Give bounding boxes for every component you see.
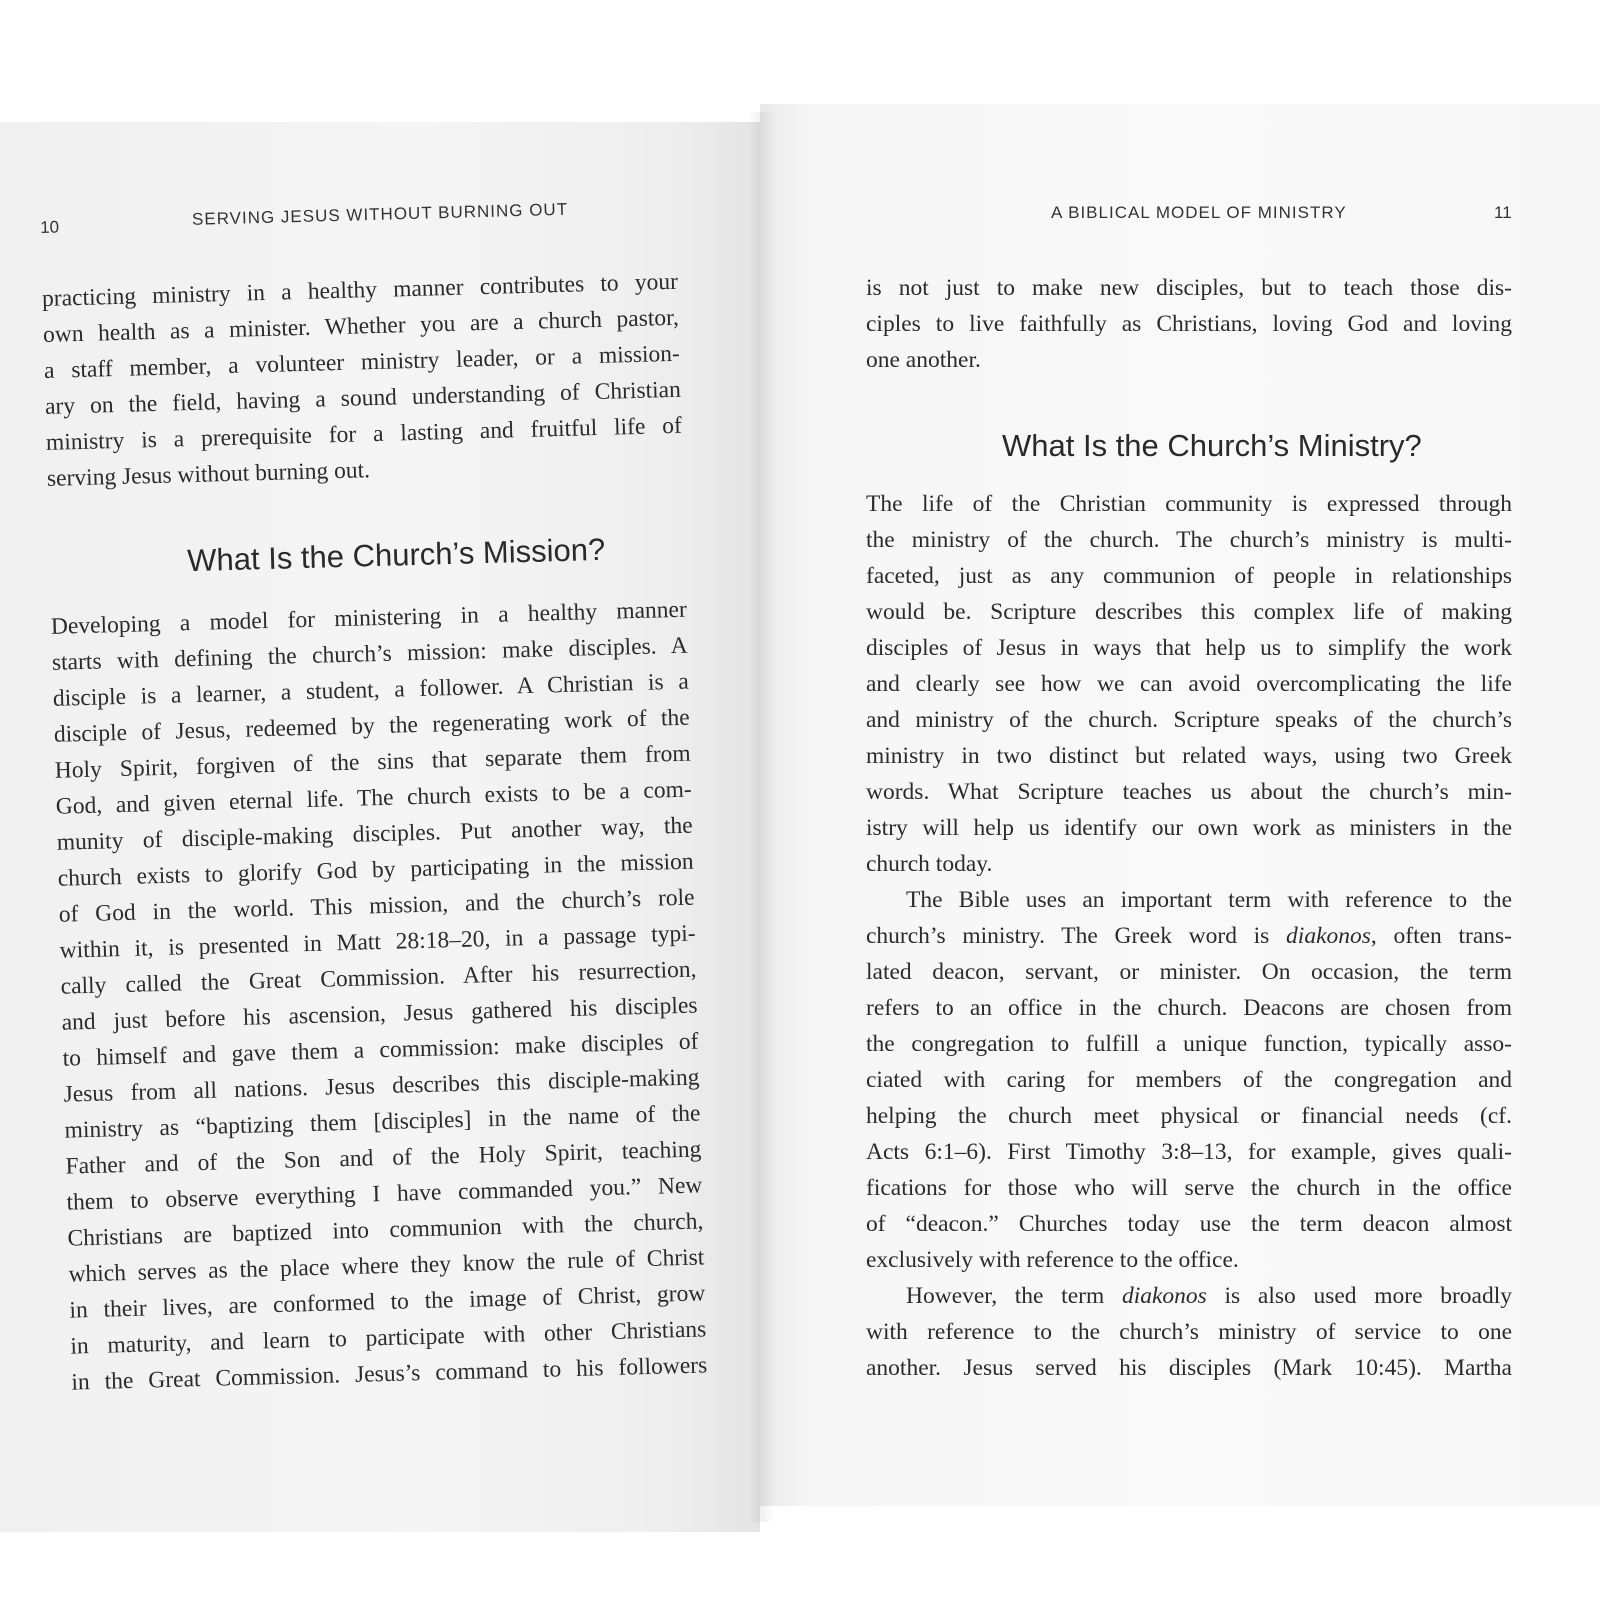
text-line: However, the term diakonos is also used more broadly bbox=[906, 1283, 1512, 1309]
text-line: of “deacon.” Churches today use the term deacon almost bbox=[866, 1211, 1512, 1237]
text-line: within it, is presented in Matt 28:18–20, in a passage typi- bbox=[59, 920, 696, 964]
text-line: Father and of the Son and of the Holy Spirit, teaching bbox=[65, 1136, 702, 1180]
text-line: in their lives, are conformed to the image of Christ, grow bbox=[69, 1280, 706, 1324]
text-line: ministry is a prerequisite for a lasting and fruitful life of bbox=[45, 412, 683, 456]
greek-term: diakonos bbox=[1286, 923, 1371, 949]
text-line: ciated with caring for members of the congregation and bbox=[866, 1067, 1512, 1093]
text-line: the ministry of the church. The church’s ministry is multi- bbox=[866, 527, 1512, 553]
text-line: ary on the field, having a sound understanding of Christian bbox=[44, 376, 682, 420]
text-line: to himself and gave them a commission: make disciples of bbox=[62, 1028, 699, 1072]
text-line: them to observe everything I have commanded you.” New bbox=[66, 1172, 703, 1216]
text-line: disciple of Jesus, redeemed by the regenerating work of the bbox=[53, 704, 691, 748]
text-line: of God in the world. This mission, and the church’s role bbox=[58, 884, 695, 928]
text-line: is not just to make new disciples, but to teach those dis- bbox=[866, 275, 1512, 301]
text-line: church’s ministry. The Greek word is diakonos, often trans- bbox=[866, 923, 1512, 949]
text-line: lated deacon, servant, or minister. On occasion, the term bbox=[866, 959, 1512, 985]
text-line: church today. bbox=[866, 851, 993, 877]
text-line: munity of disciple-making disciples. Put another way, the bbox=[56, 812, 693, 856]
text-line: istry will help us identify our own work as ministers in the bbox=[866, 815, 1512, 841]
text-line: Jesus from all nations. Jesus describes this disciple-making bbox=[63, 1064, 700, 1108]
text-line: would be. Scripture describes this complex life of making bbox=[866, 599, 1512, 625]
text-line: fications for those who will serve the church in the office bbox=[866, 1175, 1512, 1201]
greek-term: diakonos bbox=[1121, 1283, 1207, 1309]
right-section-heading: What Is the Church’s Ministry? bbox=[1002, 428, 1422, 463]
text-line: disciples of Jesus in ways that help us to simplify the work bbox=[866, 635, 1512, 661]
right-running-head: A BIBLICAL MODEL OF MINISTRY bbox=[1051, 203, 1347, 222]
text-line: the congregation to fulfill a unique function, typically asso- bbox=[866, 1031, 1512, 1057]
text-line: practicing ministry in a healthy manner contributes to your bbox=[41, 268, 679, 312]
text-line: and just before his ascension, Jesus gathered his disciples bbox=[61, 992, 698, 1036]
text-line: The life of the Christian community is expressed through bbox=[866, 491, 1512, 517]
text-line: disciple is a learner, a student, a follower. A Christian is a bbox=[52, 668, 690, 712]
text-line: Acts 6:1–6). First Timothy 3:8–13, for example, gives quali- bbox=[866, 1139, 1512, 1165]
text-line: ministry as “baptizing them [disciples] in the name of the bbox=[64, 1100, 701, 1144]
text-line: words. What Scripture teaches us about the church’s min- bbox=[866, 779, 1512, 805]
text-line: own health as a minister. Whether you are a church pastor, bbox=[42, 304, 680, 348]
right-paragraph-3 bbox=[866, 1278, 1512, 1386]
text-line: Developing a model for ministering in a healthy manner bbox=[50, 596, 688, 640]
right-paragraph-2 bbox=[866, 882, 1512, 1278]
text-line: and clearly see how we can avoid overcomplicating the life bbox=[866, 671, 1512, 697]
text-line: another. Jesus served his disciples (Mark 10:45). Martha bbox=[866, 1355, 1512, 1381]
text-line: The Bible uses an important term with reference to the bbox=[906, 887, 1512, 913]
text-line: serving Jesus without burning out. bbox=[46, 457, 371, 492]
text-line: in maturity, and learn to participate with other Christians bbox=[70, 1316, 707, 1360]
left-page-number: 10 bbox=[39, 217, 60, 237]
text-line: a staff member, a volunteer ministry leader, or a mission- bbox=[43, 340, 681, 384]
text-line: with reference to the church’s ministry of service to one bbox=[866, 1319, 1512, 1345]
text-line: faceted, just as any communion of people in relationships bbox=[866, 563, 1512, 589]
right-page-number: 11 bbox=[1494, 203, 1512, 222]
text-line: which serves as the place where they know the rule of Christ bbox=[68, 1244, 705, 1288]
left-running-head: SERVING JESUS WITHOUT BURNING OUT bbox=[191, 199, 569, 229]
text-line: in the Great Commission. Jesus’s command to his followers bbox=[71, 1352, 708, 1396]
text-line: exclusively with reference to the office. bbox=[866, 1247, 1239, 1273]
left-body-paragraph bbox=[50, 592, 707, 1401]
text-line: Holy Spirit, forgiven of the sins that separate them from bbox=[54, 740, 691, 784]
text-line: Christians are baptized into communion with the church, bbox=[67, 1208, 704, 1252]
text-line: ministry in two distinct but related ways, using two Greek bbox=[866, 743, 1512, 769]
text-line: one another. bbox=[866, 347, 981, 373]
left-page-content bbox=[0, 0, 798, 1399]
text-line: helping the church meet physical or financial needs (cf. bbox=[866, 1103, 1512, 1129]
text-line: church exists to glorify God by participating in the mission bbox=[57, 848, 694, 892]
right-intro-paragraph bbox=[866, 270, 1512, 378]
left-intro-paragraph bbox=[42, 264, 684, 497]
left-section-heading: What Is the Church’s Mission? bbox=[186, 531, 606, 579]
right-paragraph-1 bbox=[866, 486, 1512, 882]
text-line: starts with defining the church’s mission: make disciples. A bbox=[51, 632, 689, 676]
text-line: ciples to live faithfully as Christians, loving God and loving bbox=[866, 311, 1512, 337]
text-line: cally called the Great Commission. After his resurrection, bbox=[60, 956, 697, 1000]
text-line: refers to an office in the church. Deacons are chosen from bbox=[866, 995, 1512, 1021]
text-line: and ministry of the church. Scripture speaks of the church’s bbox=[866, 707, 1512, 733]
text-line: God, and given eternal life. The church exists to be a com- bbox=[55, 776, 692, 820]
